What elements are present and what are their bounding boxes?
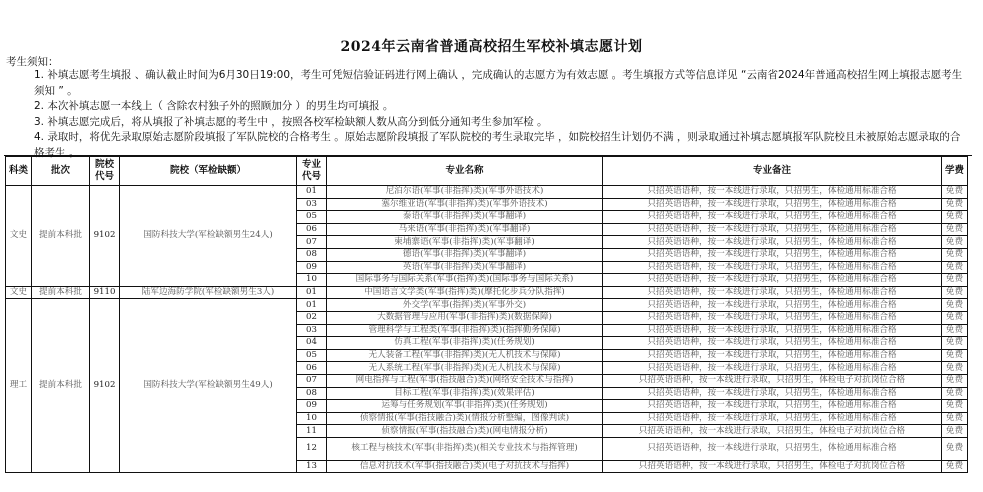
major-code-cell: 01 — [297, 299, 327, 312]
major-name-cell: 德语(军事(非指挥)类)(军事翻译) — [327, 248, 603, 261]
major-code-cell: 01 — [297, 186, 327, 199]
tuition-cell: 免费 — [942, 198, 968, 211]
header-batch: 批次 — [32, 157, 90, 186]
plan-table — [5, 156, 968, 473]
header-tuition: 学费 — [942, 157, 968, 186]
remark-cell: 只招英语语种，按一本线进行录取，只招男生，体检电子对抗岗位合格 — [603, 460, 942, 473]
remark-cell: 只招英语语种，按一本线进行录取，只招男生，体检通用标准合格 — [603, 286, 942, 299]
major-name-cell: 柬埔寨语(军事(非指挥)类)(军事翻译) — [327, 236, 603, 249]
remark-cell: 只招英语语种，按一本线进行录取，只招男生，体检通用标准合格 — [603, 261, 942, 274]
remark-cell: 只招英语语种，按一本线进行录取，只招男生，体检通用标准合格 — [603, 186, 942, 199]
major-code-cell: 06 — [297, 223, 327, 236]
major-name-cell: 塞尔维亚语(军事(非指挥)类)(军事外语技术) — [327, 198, 603, 211]
tuition-cell: 免费 — [942, 261, 968, 274]
major-code-cell: 13 — [297, 460, 327, 473]
remark-cell: 只招英语语种，按一本线进行录取，只招男生，体检通用标准合格 — [603, 400, 942, 413]
tuition-cell: 免费 — [942, 362, 968, 375]
major-name-cell: 泰语(军事(非指挥)类)(军事翻译) — [327, 211, 603, 224]
school-cell: 国防科技大学(军检缺额男生24人) — [120, 186, 297, 287]
tuition-cell: 免费 — [942, 236, 968, 249]
major-code-cell: 12 — [297, 437, 327, 460]
tuition-cell: 免费 — [942, 211, 968, 224]
table-row — [6, 299, 968, 312]
major-code-cell: 08 — [297, 387, 327, 400]
tuition-cell: 免费 — [942, 337, 968, 350]
header-major-code: 专业代号 — [297, 157, 327, 186]
table-header-row — [6, 157, 968, 186]
header-remark: 专业备注 — [603, 157, 942, 186]
remark-cell: 只招英语语种，按一本线进行录取，只招男生，体检通用标准合格 — [603, 387, 942, 400]
remark-cell: 只招英语语种，按一本线进行录取，只招男生，体检通用标准合格 — [603, 274, 942, 287]
notice-item: 3. 补填志愿完成后，将从填报了补填志愿的考生中 ，按照各校军检缺额人数从高分到低分通知考生参加军检 。 — [34, 115, 548, 128]
major-name-cell: 无人系统工程(军事(非指挥)类)(无人机技术与保障) — [327, 362, 603, 375]
tuition-cell: 免费 — [942, 324, 968, 337]
tuition-cell: 免费 — [942, 186, 968, 199]
page-title: 2024年云南省普通高校招生军校补填志愿计划 — [340, 39, 643, 55]
header-school-code: 院校代号 — [90, 157, 120, 186]
tuition-cell: 免费 — [942, 425, 968, 438]
notice-item: 1. 补填志愿考生填报 、确认截止时间为6月30日19:00，考生可凭短信验证码进行网上确认 ，完成确认的志愿方为有效志愿 。考生填报方式等信息详见 “云南省2024年普通高校招生网上填报志愿考生须知 ” 。 — [34, 69, 963, 97]
major-name-cell: 管理科学与工程类(军事(非指挥)类)(指挥勤务保障) — [327, 324, 603, 337]
tuition-cell: 免费 — [942, 387, 968, 400]
notice-item: 2. 本次补填志愿一本线上（ 含除农村独子外的照顾加分 ）的男生均可填报 。 — [34, 100, 394, 112]
table-row — [6, 286, 968, 299]
remark-cell: 只招英语语种，按一本线进行录取，只招男生，体检通用标准合格 — [603, 362, 942, 375]
remark-cell: 只招英语语种，按一本线进行录取，只招男生，体检通用标准合格 — [603, 299, 942, 312]
major-name-cell: 侦察情报(军事(指技融合)类)(网电情报分析) — [327, 425, 603, 438]
major-name-cell: 无人装备工程(军事(非指挥)类)(无人机技术与保障) — [327, 349, 603, 362]
tuition-cell: 免费 — [942, 412, 968, 425]
tuition-cell: 免费 — [942, 311, 968, 324]
major-name-cell: 英语(军事(非指挥)类)(军事翻译) — [327, 261, 603, 274]
major-name-cell: 中国语言文学类(军事(指挥)类)(摩托化步兵分队指挥) — [327, 286, 603, 299]
tuition-cell: 免费 — [942, 274, 968, 287]
school-cell: 国防科技大学(军检缺额男生49人) — [120, 299, 297, 473]
remark-cell: 只招英语语种，按一本线进行录取，只招男生，体检通用标准合格 — [603, 337, 942, 350]
major-code-cell: 05 — [297, 349, 327, 362]
major-name-cell: 目标工程(军事(非指挥)类)(效果评估) — [327, 387, 603, 400]
tuition-cell: 免费 — [942, 400, 968, 413]
school-cell: 陆军边海防学院(军检缺额男生3人) — [120, 286, 297, 299]
remark-cell: 只招英语语种，按一本线进行录取，只招男生，体检通用标准合格 — [603, 223, 942, 236]
school-code-cell: 9110 — [90, 286, 120, 299]
remark-cell: 只招英语语种，按一本线进行录取，只招男生，体检电子对抗岗位合格 — [603, 425, 942, 438]
notice-heading: 考生须知： — [6, 56, 59, 68]
category-cell: 文史 — [6, 186, 32, 287]
remark-cell: 只招英语语种，按一本线进行录取，只招男生，体检通用标准合格 — [603, 248, 942, 261]
major-code-cell: 02 — [297, 311, 327, 324]
tuition-cell: 免费 — [942, 299, 968, 312]
major-code-cell: 01 — [297, 286, 327, 299]
major-code-cell: 09 — [297, 261, 327, 274]
major-name-cell: 大数据管理与应用(军事(非指挥)类)(数据保障) — [327, 311, 603, 324]
remark-cell: 只招英语语种，按一本线进行录取，只招男生，体检通用标准合格 — [603, 324, 942, 337]
major-code-cell: 03 — [297, 324, 327, 337]
remark-cell: 只招英语语种，按一本线进行录取，只招男生，体检通用标准合格 — [603, 437, 942, 460]
tuition-cell: 免费 — [942, 248, 968, 261]
header-school: 院校（军检缺额） — [120, 157, 297, 186]
major-name-cell: 侦察情报(军事(指技融合)类)(情报分析整编，图像判读) — [327, 412, 603, 425]
remark-cell: 只招英语语种，按一本线进行录取，只招男生，体检通用标准合格 — [603, 349, 942, 362]
tuition-cell: 免费 — [942, 460, 968, 473]
major-name-cell: 外交学(军事(指挥)类)(军事外交) — [327, 299, 603, 312]
table-row — [6, 186, 968, 199]
major-code-cell: 05 — [297, 211, 327, 224]
major-code-cell: 04 — [297, 337, 327, 350]
notice-list — [34, 68, 964, 161]
school-code-cell: 9102 — [90, 186, 120, 287]
header-major-name: 专业名称 — [327, 157, 603, 186]
remark-cell: 只招英语语种，按一本线进行录取，只招男生，体检通用标准合格 — [603, 211, 942, 224]
major-name-cell: 国际事务与国际关系(军事(指挥)类)(国际事务与国际关系) — [327, 274, 603, 287]
batch-cell: 提前本科批 — [32, 299, 90, 473]
major-code-cell: 07 — [297, 236, 327, 249]
major-code-cell: 10 — [297, 274, 327, 287]
notice-item: 4. 录取时，将优先录取原始志愿阶段填报了军队院校的合格考生 。原始志愿阶段填报了军队院校的考生录取完毕 ，如院校招生计划仍不满 ，则录取通过补填志愿填报军队院校且未被原始志愿录取的合格考生 。 — [34, 131, 961, 159]
tuition-cell: 免费 — [942, 374, 968, 387]
batch-cell: 提前本科批 — [32, 186, 90, 287]
table-body — [6, 186, 968, 473]
tuition-cell: 免费 — [942, 349, 968, 362]
header-category: 科类 — [6, 157, 32, 186]
major-name-cell: 仿真工程(军事(非指挥)类)(任务规划) — [327, 337, 603, 350]
major-name-cell: 核工程与核技术(军事(非指挥)类)(相关专业技术与指挥管理) — [327, 437, 603, 460]
major-name-cell: 网电指挥与工程(军事(指技融合)类)(网络安全技术与指挥) — [327, 374, 603, 387]
remark-cell: 只招英语语种，按一本线进行录取，只招男生，体检通用标准合格 — [603, 236, 942, 249]
tuition-cell: 免费 — [942, 437, 968, 460]
major-name-cell: 马来语(军事(非指挥)类)(军事翻译) — [327, 223, 603, 236]
remark-cell: 只招英语语种，按一本线进行录取，只招男生，体检通用标准合格 — [603, 412, 942, 425]
tuition-cell: 免费 — [942, 286, 968, 299]
remark-cell: 只招英语语种，按一本线进行录取，只招男生，体检通用标准合格 — [603, 311, 942, 324]
school-code-cell: 9102 — [90, 299, 120, 473]
major-code-cell: 03 — [297, 198, 327, 211]
major-code-cell: 11 — [297, 425, 327, 438]
major-name-cell: 信息对抗技术(军事(指技融合)类)(电子对抗技术与指挥) — [327, 460, 603, 473]
batch-cell: 提前本科批 — [32, 286, 90, 299]
major-code-cell: 06 — [297, 362, 327, 375]
major-code-cell: 07 — [297, 374, 327, 387]
major-code-cell: 09 — [297, 400, 327, 413]
major-code-cell: 08 — [297, 248, 327, 261]
major-name-cell: 运筹与任务规划(军事(非指挥)类)(任务规划) — [327, 400, 603, 413]
tuition-cell: 免费 — [942, 223, 968, 236]
remark-cell: 只招英语语种，按一本线进行录取，只招男生，体检电子对抗岗位合格 — [603, 374, 942, 387]
category-cell: 理工 — [6, 299, 32, 473]
remark-cell: 只招英语语种，按一本线进行录取，只招男生，体检通用标准合格 — [603, 198, 942, 211]
major-name-cell: 尼泊尔语(军事(非指挥)类)(军事外语技术) — [327, 186, 603, 199]
category-cell: 文史 — [6, 286, 32, 299]
major-code-cell: 10 — [297, 412, 327, 425]
